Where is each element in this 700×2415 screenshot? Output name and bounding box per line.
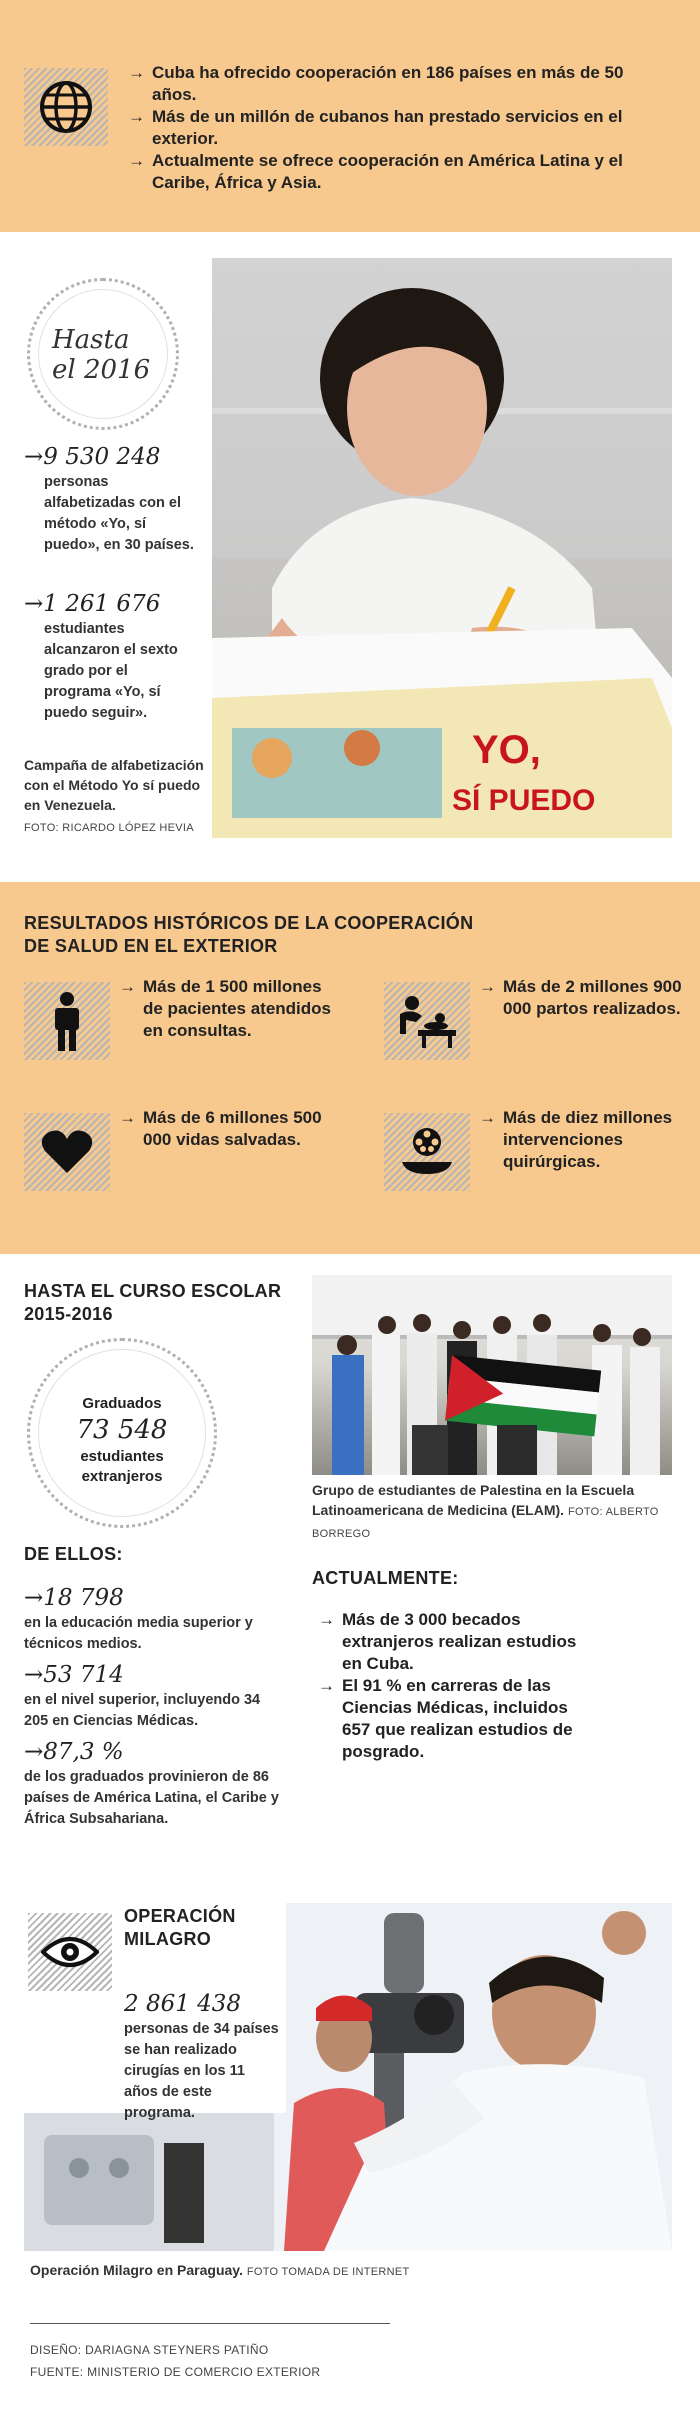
students-credit: FOTO: ALBERTO BORREGO [312,1506,659,1540]
stat-text-1: personas alfabetizadas con el método «Yo, sí puedo», en 30 países. [44,474,194,553]
students-caption: Grupo de estudiantes de Palestina en la Escuela Latinoamericana de Medicina (ELAM). FOTO: ALBERTO BORREGO [312,1482,659,1540]
stat-number-1: →9 530 248 [24,444,161,470]
arrow-icon: → [479,1108,496,1127]
literacy-credit: FOTO: RICARDO LÓPEZ HEVIA [24,822,194,834]
literacy-caption: Campaña de alfabetización con el Método Yo sí puedo en Venezuela. [24,757,204,813]
milagro-photo [24,1903,672,2251]
top-bullet-3: → Actualmente se ofrece cooperación en América Latina y el Caribe, África y Asia. [128,151,623,192]
girl-writing-illustration [212,258,672,838]
footer-divider [30,2323,390,2324]
milagro-heading: OPERACIÓN MILAGRO [124,1906,236,1949]
arrow-icon: → [318,1610,335,1629]
students-illustration [312,1275,672,1475]
book-text-1: YO, [472,728,541,772]
arrow-icon: → [479,977,496,996]
arrow-icon: → [24,591,44,617]
arrow-icon: → [24,444,44,470]
arrow-icon: → [119,1108,136,1127]
person-icon-box [24,982,110,1060]
circle-text: Hasta el 2016 [52,325,151,385]
edu-stat-text-2: en el nivel superior, incluyendo 34 205 en Ciencias Médicas. [24,1692,261,1729]
actual-bullet-1: → Más de 3 000 becados extranjeros realizan estudios en Cuba. [318,1610,577,1673]
actual-bullet-2: → El 91 % en carreras de las Ciencias Médicas, incluidos 657 que realizan estudios de posgrado. [318,1676,573,1761]
de-ellos-heading: DE ELLOS: [24,1544,123,1564]
stat-number-2: →1 261 676 [24,591,161,617]
globe-icon [39,80,93,134]
milagro-caption: Operación Milagro en Paraguay. FOTO TOMADA DE INTERNET [30,2262,410,2278]
health-item-4: → Más de diez millones intervenciones quirúrgicas. [479,1108,673,1171]
stat-text-2: estudiantes alcanzaron el sexto grado por el programa «Yo, sí puedo seguir». [44,621,178,721]
hasta-el-2016-circle [27,278,179,430]
milagro-credit: FOTO TOMADA DE INTERNET [246,2266,410,2278]
person-icon [47,991,87,1051]
eye-icon [41,1934,99,1970]
surgery-icon-box [384,1113,470,1191]
circle-label-top: Graduados [82,1395,162,1412]
edu-stat-text-3: de los graduados provinieron de 86 países de América Latina, el Caribe y África Subsahariana. [24,1769,279,1827]
circle-number: 73 548 [76,1415,168,1445]
milagro-number: 2 861 438 [124,1991,242,2017]
globe-icon-box [24,68,108,146]
footer-source: FUENTE: MINISTERIO DE COMERCIO EXTERIOR [30,2365,321,2379]
edu-stat-text-1: en la educación media superior y técnicos medios. [24,1615,253,1652]
edu-stat-number-3: →87,3 % [24,1739,124,1765]
childbirth-icon-box [384,982,470,1060]
circle-label-bottom: estudiantes extranjeros [80,1448,164,1485]
literacy-photo [212,258,672,838]
arrow-icon: → [24,1662,44,1688]
edu-stat-number-2: →53 714 [24,1662,124,1688]
milagro-text: personas de 34 países se han realizado cirugías en los 11 años de este programa. [124,2021,279,2121]
arrow-icon: → [128,63,145,82]
health-item-2: → Más de 2 millones 900 000 partos realizados. [479,977,682,1018]
arrow-icon: → [119,977,136,996]
health-item-1: → Más de 1 500 millones de pacientes atendidos en consultas. [119,977,331,1040]
eye-icon-box [28,1913,112,1991]
book-text-2: SÍ PUEDO [452,784,596,817]
arrow-icon: → [128,151,145,170]
arrow-icon: → [24,1739,44,1765]
arrow-icon: → [318,1676,335,1695]
top-bullet-1: → Cuba ha ofrecido cooperación en 186 países en más de 50 años. [128,63,624,104]
health-item-3: → Más de 6 millones 500 000 vidas salvadas. [119,1108,322,1149]
education-heading: HASTA EL CURSO ESCOLAR 2015-2016 [24,1281,282,1324]
arrow-icon: → [128,107,145,126]
edu-stat-number-1: →18 798 [24,1585,124,1611]
footer-design: DISEÑO: DARIAGNA STEYNERS PATIÑO [30,2343,269,2357]
graduados-circle [27,1338,217,1528]
arrow-icon: → [24,1585,44,1611]
heart-icon-box [24,1113,110,1191]
health-heading: RESULTADOS HISTÓRICOS DE LA COOPERACIÓN DE SALUD EN EL EXTERIOR [24,913,474,956]
students-photo [312,1275,672,1475]
childbirth-icon [396,994,458,1048]
top-bullet-2: → Más de un millón de cubanos han prestado servicios en el exterior. [128,107,623,148]
heart-icon [41,1129,93,1175]
surgery-icon [398,1126,456,1178]
actualmente-heading: ACTUALMENTE: [312,1568,459,1588]
